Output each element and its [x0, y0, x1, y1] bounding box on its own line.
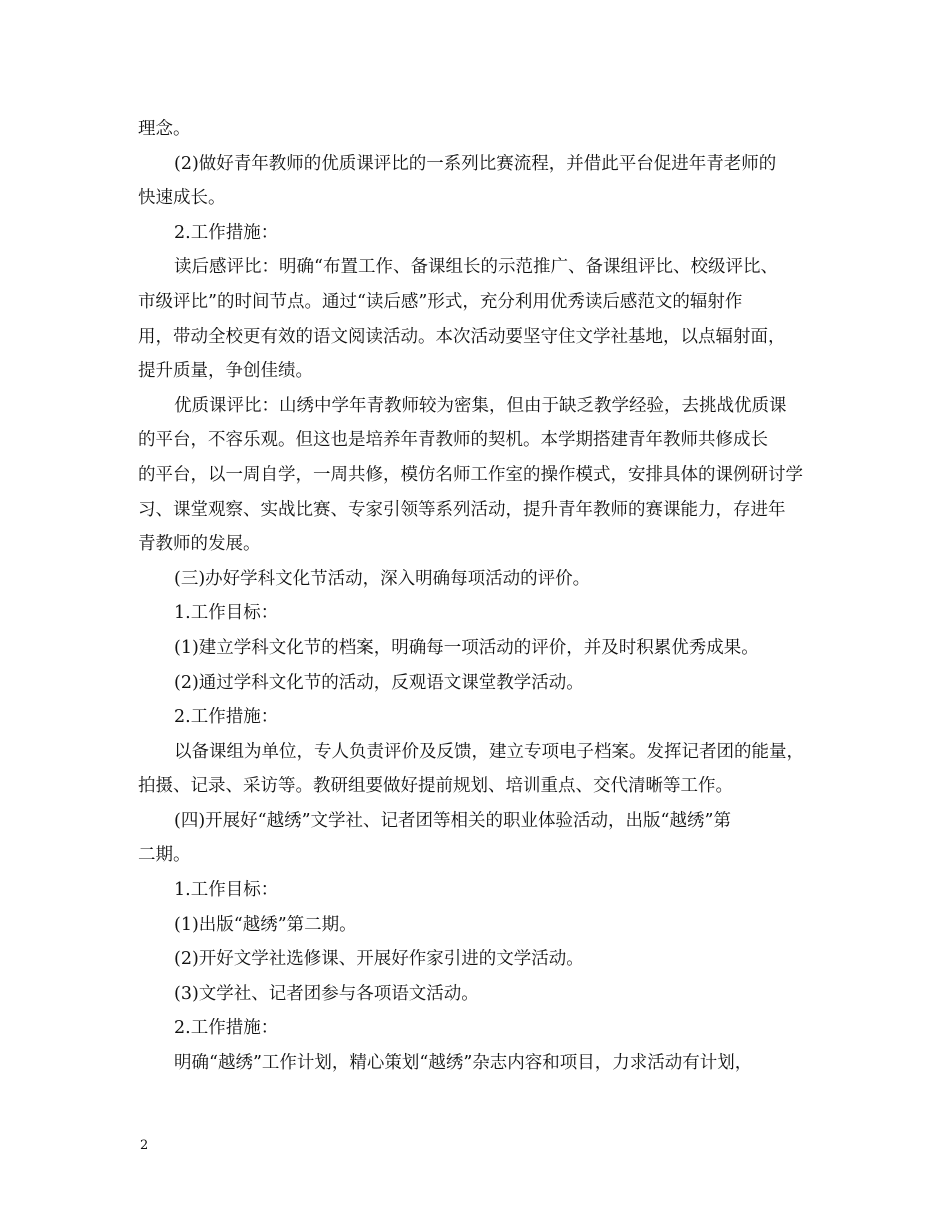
text-line: (2)做好青年教师的优质课评比的一系列比赛流程，并借此平台促进年青老师的	[174, 153, 777, 174]
text-line: 明确“越绣”工作计划，精心策划“越绣”杂志内容和项目，力求活动有计划，	[174, 1053, 753, 1074]
text-line: 青教师的发展。	[138, 534, 261, 555]
text-line: (1)出版“越绣”第二期。	[174, 914, 357, 935]
text-line: 市级评比”的时间节点。通过“读后感”形式，充分利用优秀读后感范文的辐射作	[138, 291, 743, 312]
text-line: 习、课堂观察、实战比赛、专家引领等系列活动，提升青年教师的赛课能力，存进年	[138, 499, 786, 520]
text-line: (三)办好学科文化节活动，深入明确每项活动的评价。	[174, 568, 591, 589]
text-line: 以备课组为单位，专人负责评价及反馈，建立专项电子档案。发挥记者团的能量，	[174, 741, 804, 762]
text-line: 优质课评比：山绣中学年青教师较为密集，但由于缺乏教学经验，去挑战优质课	[174, 395, 787, 416]
text-line: (3)文学社、记者团参与各项语文活动。	[174, 983, 479, 1004]
text-line: (2)开好文学社选修课、开展好作家引进的文学活动。	[174, 949, 584, 970]
text-line: (2)通过学科文化节的活动，反观语文课堂教学活动。	[174, 672, 584, 693]
text-line: 拍摄、记录、采访等。教研组要做好提前规划、培训重点、交代清晰等工作。	[138, 776, 733, 797]
text-line: 理念。	[138, 119, 191, 139]
text-line: 的平台，不容乐观。但这也是培养年青教师的契机。本学期搭建青年教师共修成长	[138, 430, 768, 451]
text-line: 2.工作措施：	[174, 222, 279, 243]
text-line: 快速成长。	[138, 188, 226, 209]
text-line: 提升质量，争创佳绩。	[138, 361, 313, 382]
text-line: 2.工作措施：	[174, 1018, 279, 1039]
text-line: 1.工作目标：	[174, 880, 279, 901]
text-line: 2.工作措施：	[174, 707, 279, 728]
text-line: 用，带动全校更有效的语文阅读活动。本次活动要坚守住文学社基地，以点辐射面，	[138, 326, 786, 347]
body-text	[138, 112, 828, 1081]
text-line: 二期。	[138, 845, 191, 866]
text-line: 1.工作目标：	[174, 603, 279, 624]
text-line: 读后感评比：明确“布置工作、备课组长的示范推广、备课组评比、校级评比、	[174, 257, 778, 278]
text-line: (1)建立学科文化节的档案，明确每一项活动的评价，并及时积累优秀成果。	[174, 637, 759, 658]
page-number: 2	[140, 1138, 149, 1153]
text-line: 的平台，以一周自学，一周共修，模仿名师工作室的操作模式，安排具体的课例研讨学	[138, 464, 803, 485]
text-line: (四)开展好“越绣”文学社、记者团等相关的职业体验活动，出版“越绣”第	[174, 810, 731, 831]
